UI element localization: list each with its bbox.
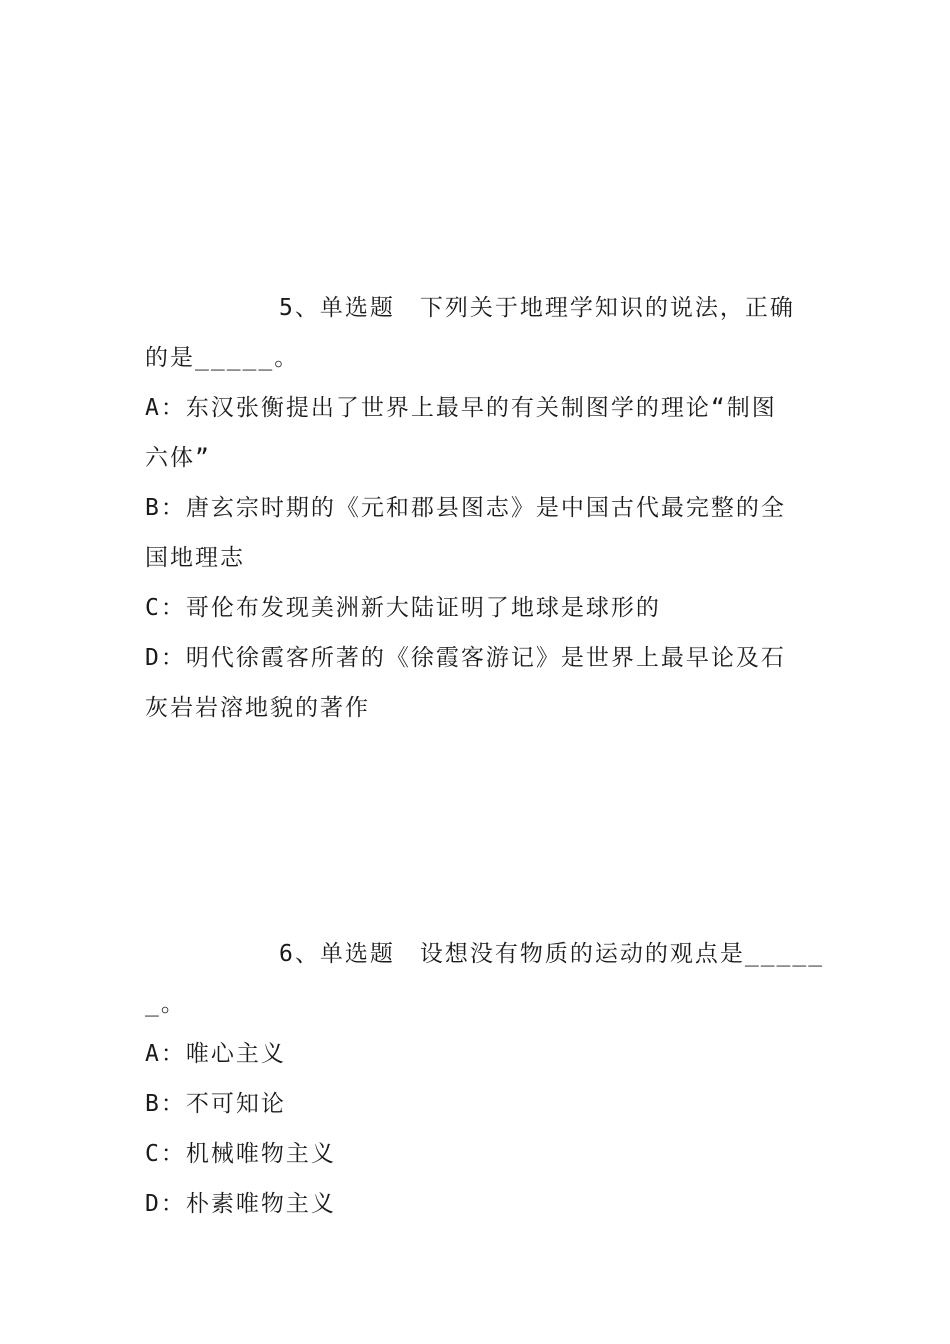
question-5-option-b-line-2: 国地理志 [145, 545, 245, 571]
question-6-stem-line-1: 6、单选题 设想没有物质的运动的观点是_____ [279, 941, 825, 967]
question-6-option-a: A：唯心主义 [145, 1041, 286, 1067]
question-6-option-c: C：机械唯物主义 [145, 1141, 336, 1167]
question-5-option-a-line-2: 六体” [145, 445, 211, 471]
question-6-option-b: B：不可知论 [145, 1091, 286, 1117]
question-5-option-b-line-1: B：唐玄宗时期的《元和郡县图志》是中国古代最完整的全 [145, 495, 786, 521]
question-6-option-d: D：朴素唯物主义 [145, 1191, 336, 1217]
question-5-option-d-line-2: 灰岩岩溶地貌的著作 [145, 695, 370, 721]
question-5-stem-line-1: 5、单选题 下列关于地理学知识的说法，正确 [279, 295, 795, 321]
question-5 [145, 283, 805, 733]
question-6-stem-line-2: _。 [145, 991, 186, 1017]
question-5-option-a-line-1: A：东汉张衡提出了世界上最早的有关制图学的理论“制图 [145, 395, 777, 421]
question-5-option-d-line-1: D：明代徐霞客所著的《徐霞客游记》是世界上最早论及石 [145, 645, 786, 671]
question-6 [145, 929, 825, 1229]
question-5-option-c: C：哥伦布发现美洲新大陆证明了地球是球形的 [145, 595, 661, 621]
question-5-stem-line-2: 的是_____。 [145, 345, 300, 371]
